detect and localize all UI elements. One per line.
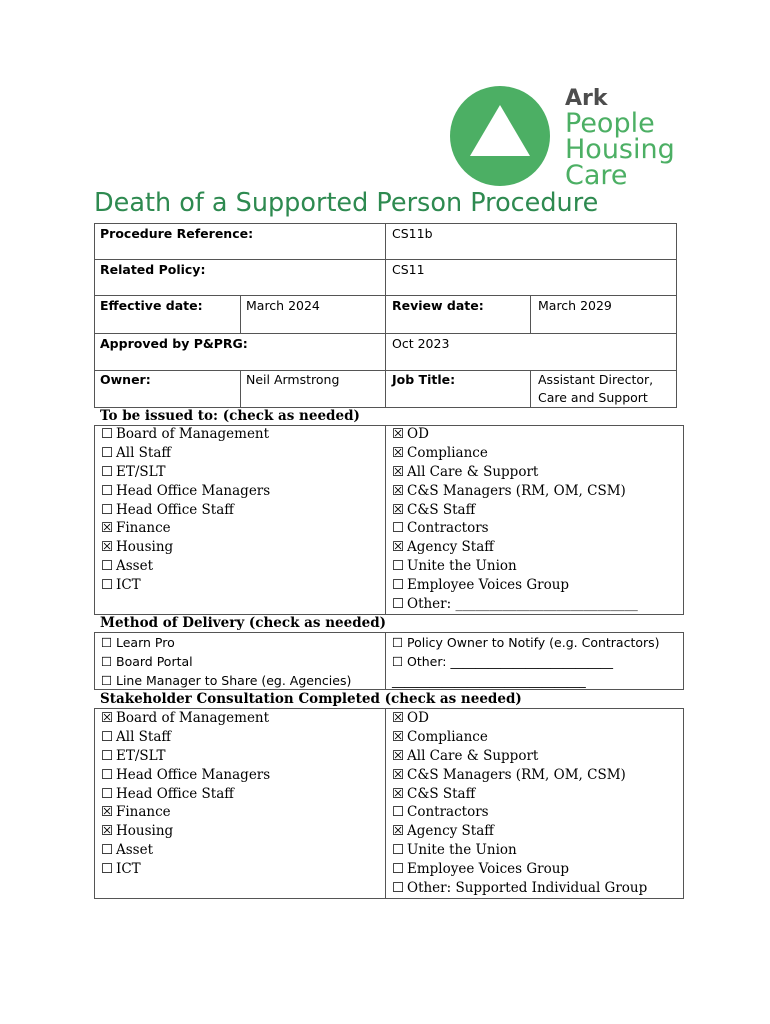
checkbox-icon[interactable]: ☐ bbox=[101, 653, 113, 669]
checklist-item bbox=[101, 785, 270, 804]
approved-by-value: Oct 2023 bbox=[392, 336, 450, 351]
checklist-item-label: Head Office Managers bbox=[116, 766, 271, 783]
checklist-item bbox=[101, 766, 270, 785]
checklist-item-label: All Care & Support bbox=[407, 463, 539, 480]
col-divider bbox=[530, 370, 531, 408]
brand-line-care: Care bbox=[565, 160, 628, 191]
checkbox-icon[interactable]: ☐ bbox=[101, 501, 114, 518]
checklist-item bbox=[392, 557, 638, 576]
checklist-item bbox=[101, 463, 270, 482]
checked-box-icon[interactable]: ☒ bbox=[392, 823, 405, 840]
checklist-item-label: C&S Staff bbox=[407, 785, 476, 802]
checkbox-icon[interactable]: ☐ bbox=[101, 577, 114, 594]
checkbox-icon[interactable]: ☐ bbox=[101, 558, 114, 575]
checked-box-icon[interactable]: ☒ bbox=[392, 747, 405, 764]
checklist-item bbox=[392, 766, 647, 785]
checklist-item-label: C&S Managers (RM, OM, CSM) bbox=[407, 766, 626, 783]
checkbox-icon[interactable]: ☐ bbox=[392, 879, 405, 896]
checklist-item bbox=[101, 860, 270, 879]
checklist-item-label: Unite the Union bbox=[407, 842, 517, 859]
checked-box-icon[interactable]: ☒ bbox=[392, 728, 405, 745]
checkbox-icon[interactable]: ☐ bbox=[101, 766, 114, 783]
effective-date-label: Effective date: bbox=[100, 298, 203, 313]
checklist-item bbox=[392, 709, 647, 728]
checklist-item-label: Head Office Managers bbox=[116, 482, 271, 499]
checklist-item bbox=[101, 803, 270, 822]
checklist-item bbox=[392, 671, 660, 690]
checkbox-icon[interactable]: ☐ bbox=[101, 861, 114, 878]
col-divider bbox=[385, 708, 386, 899]
checklist-item-label: Policy Owner to Notify (e.g. Contractors) bbox=[407, 634, 660, 650]
checklist-item-label: OD bbox=[407, 709, 429, 726]
checklist-item bbox=[101, 501, 270, 520]
checked-box-icon[interactable]: ☒ bbox=[392, 425, 405, 442]
checklist-item bbox=[392, 652, 660, 671]
checked-box-icon[interactable]: ☒ bbox=[101, 520, 114, 537]
checklist-item bbox=[101, 841, 270, 860]
checklist-item-label: Employee Voices Group bbox=[407, 577, 570, 594]
checkbox-icon[interactable]: ☐ bbox=[392, 558, 405, 575]
related-policy-value: CS11 bbox=[392, 262, 425, 277]
checklist-item bbox=[101, 822, 270, 841]
checklist-item-label: Board Portal bbox=[116, 653, 193, 669]
delivery-heading: Method of Delivery (check as needed) bbox=[100, 615, 387, 631]
checklist-item bbox=[101, 576, 270, 595]
checklist-item bbox=[392, 463, 638, 482]
col-divider bbox=[530, 295, 531, 333]
checklist-item bbox=[101, 728, 270, 747]
checklist-item bbox=[392, 728, 647, 747]
checklist-item-label: Compliance bbox=[407, 728, 488, 745]
checklist-item-label: Head Office Staff bbox=[116, 501, 234, 518]
checklist-item-label: Housing bbox=[116, 823, 174, 840]
checklist-item bbox=[392, 444, 638, 463]
checklist-item bbox=[392, 501, 638, 520]
delivery-right-list bbox=[392, 633, 660, 690]
checked-box-icon[interactable]: ☒ bbox=[392, 785, 405, 802]
checklist-item-label: Compliance bbox=[407, 444, 488, 461]
job-title-label: Job Title: bbox=[392, 372, 456, 387]
issued-to-left-list bbox=[101, 425, 270, 595]
checklist-item-label: All Staff bbox=[116, 728, 171, 745]
checkbox-icon[interactable]: ☐ bbox=[101, 842, 114, 859]
related-policy-label: Related Policy: bbox=[100, 262, 206, 277]
checkbox-icon[interactable]: ☐ bbox=[392, 861, 405, 878]
checkbox-icon[interactable]: ☐ bbox=[392, 577, 405, 594]
checkbox-icon[interactable]: ☐ bbox=[101, 785, 114, 802]
checkbox-icon[interactable]: ☐ bbox=[392, 653, 404, 669]
consultation-heading: Stakeholder Consultation Completed (check as needed) bbox=[100, 691, 522, 707]
delivery-left-list bbox=[101, 633, 351, 690]
checkbox-icon[interactable]: ☐ bbox=[101, 463, 114, 480]
checklist-item-label: Other: Supported Individual Group bbox=[407, 879, 648, 896]
checklist-item bbox=[101, 425, 270, 444]
consultation-left-list bbox=[101, 709, 270, 879]
checklist-item bbox=[392, 538, 638, 557]
checklist-item-label: Asset bbox=[116, 842, 154, 859]
checklist-item-label: Employee Voices Group bbox=[407, 861, 570, 878]
checklist-item bbox=[392, 576, 638, 595]
job-title-value-line1: Assistant Director, bbox=[538, 372, 654, 387]
checklist-item-label: OD bbox=[407, 425, 429, 442]
checklist-item-label: ICT bbox=[116, 577, 141, 594]
checked-box-icon[interactable]: ☒ bbox=[101, 804, 114, 821]
checkbox-icon[interactable]: ☐ bbox=[392, 804, 405, 821]
checked-box-icon[interactable]: ☒ bbox=[392, 539, 405, 556]
checked-box-icon[interactable]: ☒ bbox=[101, 709, 114, 726]
checklist-item-label: _______________________________ bbox=[392, 672, 586, 688]
checked-box-icon[interactable]: ☒ bbox=[101, 823, 114, 840]
checklist-item-label: Line Manager to Share (eg. Agencies) bbox=[116, 672, 352, 688]
review-date-value: March 2029 bbox=[538, 298, 612, 313]
checklist-item bbox=[392, 519, 638, 538]
checklist-item-label: Contractors bbox=[407, 520, 489, 537]
checked-box-icon[interactable]: ☒ bbox=[392, 444, 405, 461]
checkbox-icon[interactable]: ☐ bbox=[101, 444, 114, 461]
checklist-item-label: Agency Staff bbox=[407, 539, 494, 556]
checklist-item-label: Contractors bbox=[407, 804, 489, 821]
checklist-item-label: All Staff bbox=[116, 444, 171, 461]
checkbox-icon[interactable]: ☐ bbox=[101, 728, 114, 745]
checklist-item-label: Board of Management bbox=[116, 709, 270, 726]
checklist-item-label: ICT bbox=[116, 861, 141, 878]
checklist-item bbox=[392, 803, 647, 822]
checklist-item bbox=[101, 709, 270, 728]
checkbox-icon[interactable]: ☐ bbox=[392, 634, 404, 650]
checklist-item-label: Housing bbox=[116, 539, 174, 556]
checklist-item bbox=[392, 747, 647, 766]
owner-value: Neil Armstrong bbox=[246, 372, 340, 387]
checklist-item bbox=[101, 747, 270, 766]
page-title: Death of a Supported Person Procedure bbox=[94, 188, 599, 218]
checkbox-icon[interactable]: ☐ bbox=[101, 482, 114, 499]
checkbox-icon[interactable]: ☐ bbox=[101, 425, 114, 442]
issued-to-right-list bbox=[392, 425, 638, 614]
checkbox-icon[interactable]: ☐ bbox=[101, 747, 114, 764]
effective-date-value: March 2024 bbox=[246, 298, 320, 313]
checked-box-icon[interactable]: ☒ bbox=[392, 709, 405, 726]
checklist-item-label: All Care & Support bbox=[407, 747, 539, 764]
checklist-item bbox=[101, 538, 270, 557]
checkbox-icon[interactable]: ☐ bbox=[101, 634, 113, 650]
checklist-item-label: Asset bbox=[116, 558, 154, 575]
checkbox-icon[interactable]: ☐ bbox=[392, 520, 405, 537]
checklist-item bbox=[392, 860, 647, 879]
checked-box-icon[interactable]: ☒ bbox=[101, 539, 114, 556]
checklist-item bbox=[392, 879, 647, 898]
checkbox-icon[interactable]: ☐ bbox=[392, 842, 405, 859]
checklist-item bbox=[392, 633, 660, 652]
checkbox-icon[interactable]: ☐ bbox=[101, 672, 113, 688]
col-divider bbox=[240, 295, 241, 333]
col-divider bbox=[385, 223, 386, 408]
checked-box-icon[interactable]: ☒ bbox=[392, 463, 405, 480]
checked-box-icon[interactable]: ☒ bbox=[392, 482, 405, 499]
col-divider bbox=[240, 370, 241, 408]
checklist-item-label: Other: __________________________ bbox=[407, 653, 613, 669]
issued-to-heading: To be issued to: (check as needed) bbox=[100, 408, 360, 424]
checklist-item bbox=[101, 444, 270, 463]
checklist-item-label: Other: ___________________________ bbox=[407, 595, 638, 612]
checked-box-icon[interactable]: ☒ bbox=[392, 766, 405, 783]
checklist-item-label: Finance bbox=[116, 804, 171, 821]
checklist-item bbox=[392, 482, 638, 501]
checklist-item-label: Board of Management bbox=[116, 425, 270, 442]
checklist-item bbox=[101, 671, 351, 690]
brand-line-housing: Housing bbox=[565, 134, 675, 165]
ark-logo bbox=[450, 86, 680, 191]
job-title-value-line2: Care and Support bbox=[538, 390, 648, 405]
procedure-reference-label: Procedure Reference: bbox=[100, 226, 254, 241]
checked-box-icon[interactable]: ☒ bbox=[392, 501, 405, 518]
checklist-item bbox=[101, 557, 270, 576]
brand-line-people: People bbox=[565, 108, 655, 139]
checklist-item bbox=[392, 785, 647, 804]
checklist-item bbox=[101, 652, 351, 671]
checklist-item bbox=[101, 482, 270, 501]
col-divider bbox=[385, 632, 386, 690]
checklist-item bbox=[392, 425, 638, 444]
col-divider bbox=[385, 425, 386, 615]
consultation-right-list bbox=[392, 709, 647, 898]
checklist-item-label: C&S Managers (RM, OM, CSM) bbox=[407, 482, 626, 499]
checklist-item-label: ET/SLT bbox=[116, 463, 166, 480]
owner-label: Owner: bbox=[100, 372, 151, 387]
approved-by-label: Approved by P&PRG: bbox=[100, 336, 248, 351]
checklist-item-label: Unite the Union bbox=[407, 558, 517, 575]
brand-name: Ark bbox=[565, 86, 608, 111]
checkbox-icon[interactable]: ☐ bbox=[392, 595, 405, 612]
checklist-item bbox=[101, 519, 270, 538]
checklist-item-label: C&S Staff bbox=[407, 501, 476, 518]
checklist-item bbox=[392, 841, 647, 860]
procedure-reference-value: CS11b bbox=[392, 226, 433, 241]
checklist-item bbox=[101, 633, 351, 652]
checklist-item bbox=[392, 822, 647, 841]
checklist-item-label: Learn Pro bbox=[116, 634, 175, 650]
checklist-item bbox=[392, 595, 638, 614]
review-date-label: Review date: bbox=[392, 298, 484, 313]
checklist-item-label: Head Office Staff bbox=[116, 785, 234, 802]
triangle-icon bbox=[450, 86, 550, 186]
checklist-item-label: Agency Staff bbox=[407, 823, 494, 840]
checklist-item-label: ET/SLT bbox=[116, 747, 166, 764]
checklist-item-label: Finance bbox=[116, 520, 171, 537]
